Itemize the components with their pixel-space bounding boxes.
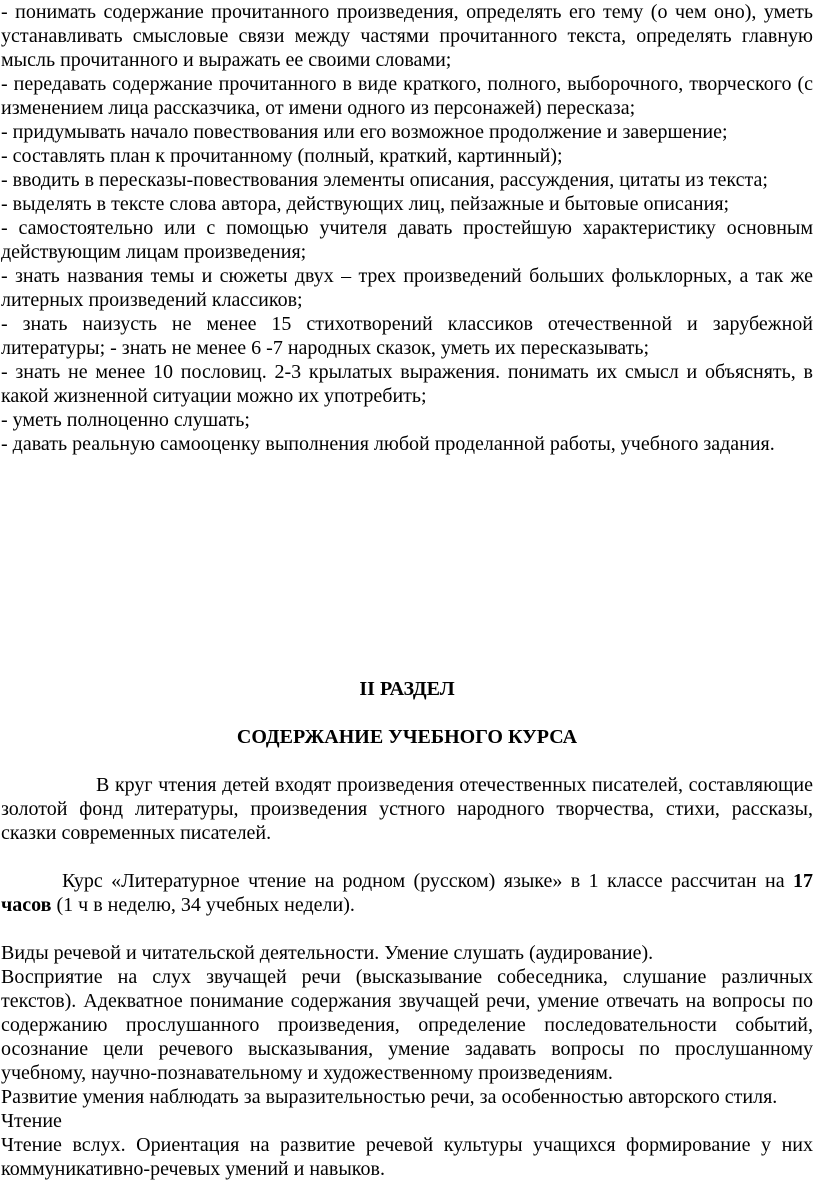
requirement-item: - уметь полноценно слушать; — [1, 409, 250, 431]
intro-paragraph: В круг чтения детей входят произведения отечественных писателей, составляющие золотой фонд литературы, произведения устного народного творчества, стихи, рассказы, сказки современных писателей. — [1, 774, 813, 844]
heading-spacer — [1, 749, 813, 773]
requirement-item: - самостоятельно или с помощью учителя давать простейшую характеристику основным действующим лицам произведения; — [1, 217, 813, 263]
requirement-item: - знать названия темы и сюжеты двух – трех произведений больших фольклорных, а так же литерных произведений классиков; — [1, 265, 813, 311]
requirement-item: - давать реальную самооценку выполнения любой проделанной работы, учебного задания. — [1, 433, 775, 455]
requirement-item: - знать наизусть не менее 15 стихотворений классиков отечественной и зарубежной литературы; - знать не менее 6 -7 народных сказок, уметь их пересказывать; — [1, 313, 813, 359]
requirements-list — [1, 0, 813, 456]
requirement-item: - понимать содержание прочитанного произведения, определять его тему (о чем оно), уметь устанавливать смысловые связи между частями прочитанного текста, определять главную мысль прочитанного и выражать ее своими словами; — [1, 1, 813, 71]
speech-types-paragraph: Виды речевой и читательской деятельности. Умение слушать (аудирование). — [1, 942, 654, 964]
requirement-item: - знать не менее 10 пословиц. 2-3 крылатых выражения. понимать их смысл и объяснять, в какой жизненной ситуации можно их употребить; — [1, 361, 813, 407]
blank-line — [1, 917, 813, 941]
expressiveness-paragraph: Развитие умения наблюдать за выразительностью речи, за особенностью авторского стиля. — [1, 1086, 778, 1108]
requirement-item: - вводить в пересказы-повествования элементы описания, рассуждения, цитаты из текста; — [1, 169, 768, 191]
requirement-item: - выделять в тексте слова автора, действующих лиц, пейзажные и бытовые описания; — [1, 193, 730, 215]
requirement-item: - передавать содержание прочитанного в виде краткого, полного, выборочного, творческого (с изменением лица рассказчика, от имени одного из персонажей) пересказа; — [1, 73, 813, 119]
course-hours: 17 часов — [1, 870, 813, 916]
section-title-heading: СОДЕРЖАНИЕ УЧЕБНОГО КУРСА — [236, 726, 578, 748]
perception-paragraph: Восприятие на слух звучащей речи (высказывание собеседника, слушание различных текстов). Адекватное понимание содержания звучащей речи, умение отвечать на вопросы по содержанию прослушанного произведения, определение последовательности событий, осознание цели речевого высказывания, умение задавать вопросы по прослушанному учебному, научно-познавательному и художественному произведениям. — [1, 966, 813, 1084]
course-suffix: (1 ч в неделю, 34 учебных недели). — [51, 894, 355, 916]
requirement-item: - придумывать начало повествования или его возможное продолжение и завершение; — [1, 121, 728, 143]
section-number-heading: II РАЗДЕЛ — [359, 678, 455, 700]
reading-heading: Чтение — [1, 1110, 62, 1132]
course-paragraph — [1, 869, 813, 917]
reading-aloud-paragraph: Чтение вслух. Ориентация на развитие речевой культуры учащихся формирование у них коммуникативно-речевых умений и навыков. — [1, 1134, 813, 1180]
course-prefix: Курс «Литературное чтение на родном (русском) языке» в 1 классе рассчитан на — [62, 870, 793, 892]
requirement-item: - составлять план к прочитанному (полный, краткий, картинный); — [1, 145, 563, 167]
heading-spacer — [1, 701, 813, 725]
page-gap — [1, 456, 813, 677]
blank-line — [1, 845, 813, 869]
